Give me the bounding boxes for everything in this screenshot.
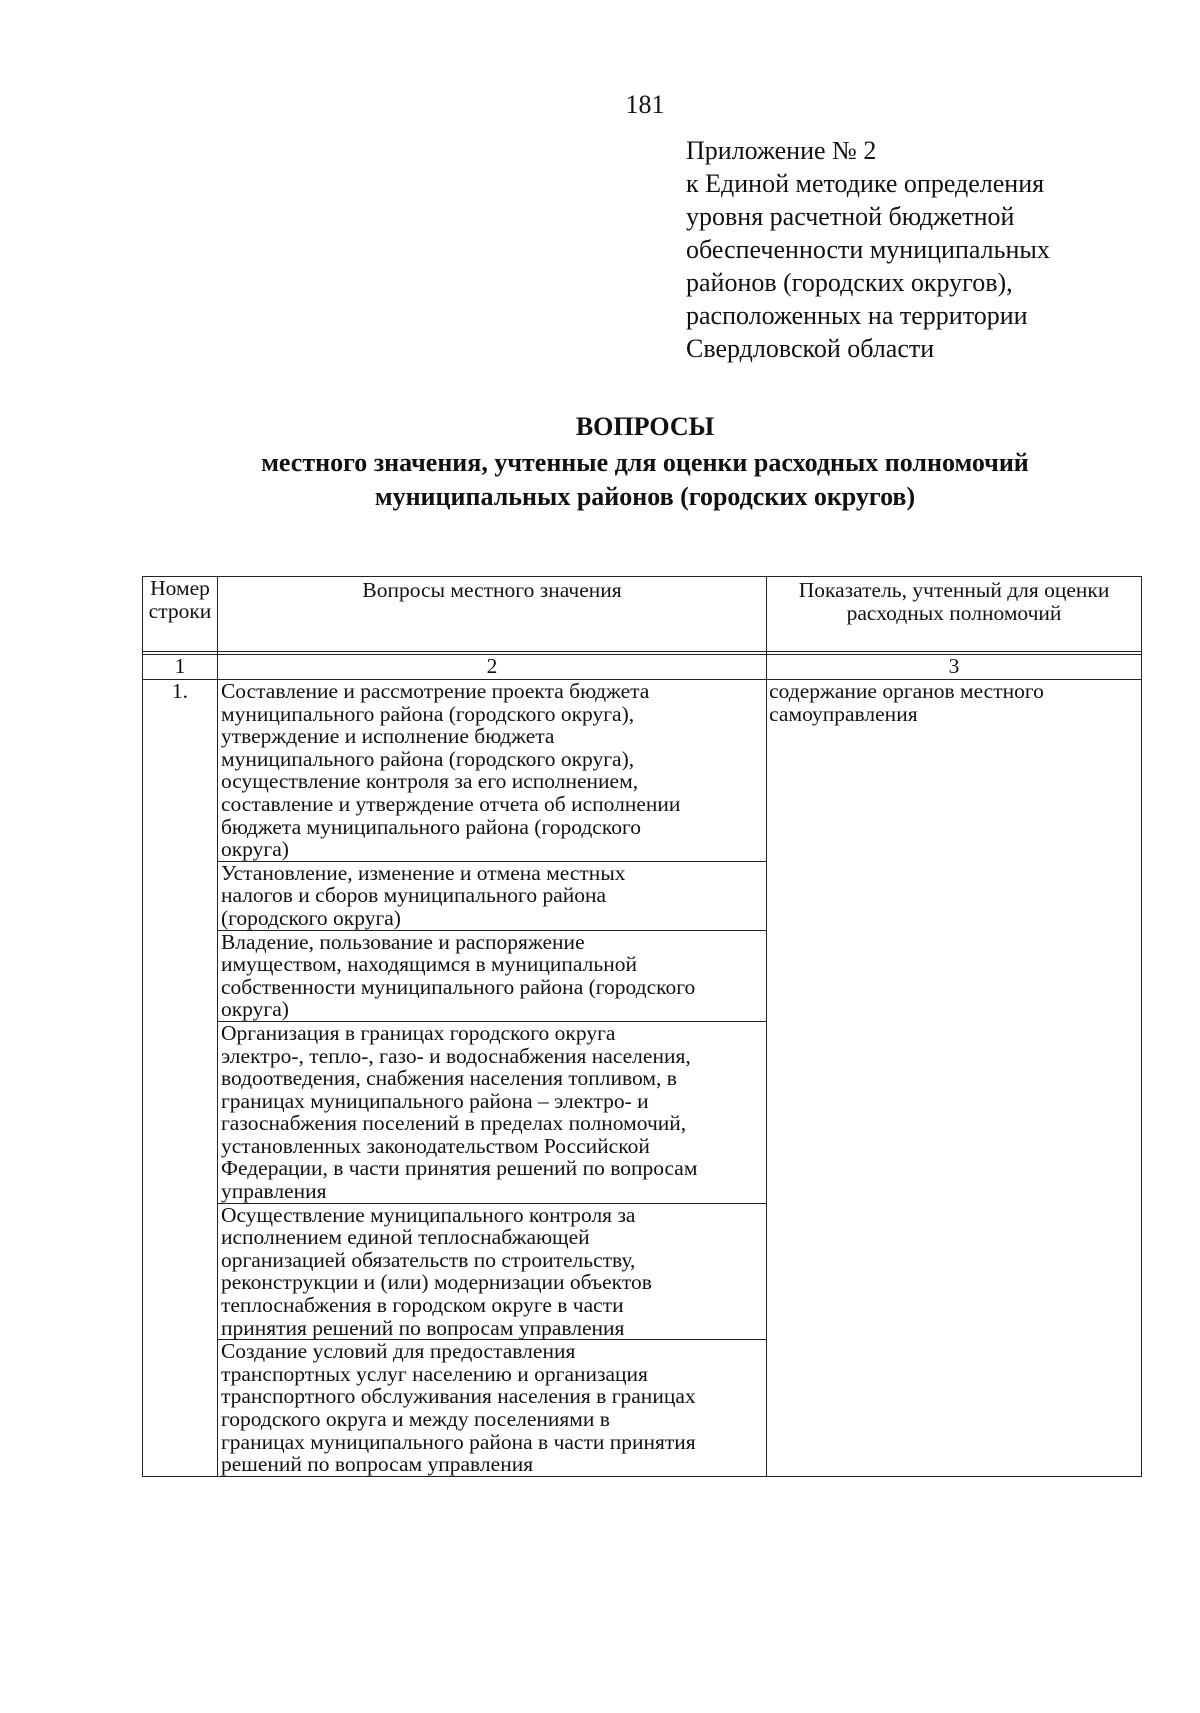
question-line: транспортных услуг населению и организация [220, 1361, 648, 1386]
question-line: водоотведения, снабжения населения топливом, в [220, 1066, 677, 1091]
question-line: Установление, изменение и отмена местных [220, 860, 626, 885]
row-number: 1. [143, 680, 218, 1477]
question-line: округа) [220, 837, 289, 862]
question-line: налогов и сборов муниципального района [220, 883, 607, 908]
question-line: бюджета муниципального района (городского [220, 814, 641, 839]
question-line: решений по вопросам управления [220, 1452, 534, 1477]
question-line: составление и утверждение отчета об исполнении [220, 791, 681, 816]
question-line: границах муниципального района в части принятия [220, 1429, 696, 1454]
question-line: имуществом, находящимся в муниципальной [220, 952, 637, 977]
column-number-row [143, 655, 1142, 680]
subtitle-line: местного значения, учтенные для оценки расходных полномочий [261, 448, 1029, 477]
questions-table [142, 576, 1142, 1477]
appendix-line: к Единой методике определения [686, 169, 1045, 198]
question-line: муниципального района (городского округа), [220, 746, 635, 771]
question-cell [217, 1021, 766, 1203]
question-line: управления [220, 1179, 327, 1204]
column-number: 1 [143, 655, 218, 680]
appendix-line: уровня расчетной бюджетной [686, 202, 1015, 231]
page-number: 181 [625, 90, 665, 119]
header-text: Показатель, учтенный для оценки [798, 578, 1110, 602]
question-line: городского округа и между поселениями в [220, 1407, 610, 1431]
question-line: исполнением единой теплоснабжающей [220, 1225, 590, 1250]
indicator-line: самоуправления [769, 701, 918, 726]
question-line: (городского округа) [220, 905, 401, 930]
question-line: Организация в границах городского округа [220, 1020, 616, 1045]
indicator-cell [767, 680, 1142, 1477]
question-line: округа) [220, 997, 289, 1022]
question-line: принятия решений по вопросам управления [220, 1315, 625, 1340]
question-cell [217, 1203, 766, 1340]
document-title: ВОПРОСЫ [575, 412, 715, 441]
question-line: собственности муниципального района (городского [220, 974, 696, 999]
question-line: организацией обязательств по строительству, [220, 1247, 636, 1272]
question-line: Создание условий для предоставления [220, 1339, 576, 1364]
question-line: утверждение и исполнение бюджета [220, 724, 555, 749]
question-cell [217, 861, 766, 930]
header-text: расходных полномочий [846, 600, 1062, 625]
table-header-row [143, 577, 1142, 652]
question-line: теплоснабжения в городском округе в части [220, 1293, 624, 1318]
header-text: строки [148, 598, 212, 623]
question-line: границах муниципального района – электро- и [220, 1088, 649, 1113]
indicator-line: содержание органов местного [769, 679, 1044, 703]
question-line: установленных законодательством Российской [220, 1133, 650, 1158]
question-line: транспортного обслуживания населения в границах [220, 1384, 696, 1409]
appendix-line: Приложение № 2 [686, 136, 877, 165]
question-line: Федерации, в части принятия решений по вопросам [220, 1156, 698, 1181]
column-number: 3 [767, 655, 1142, 680]
question-line: электро-, тепло-, газо- и водоснабжения населения, [220, 1043, 691, 1068]
header-questions [217, 577, 766, 652]
subtitle-line: муниципальных районов (городских округов) [374, 482, 916, 511]
question-cell [217, 930, 766, 1021]
question-line: муниципального района (городского округа), [220, 701, 635, 726]
header-text: Вопросы местного значения [362, 578, 622, 602]
header-text: Номер [150, 576, 210, 600]
appendix-line: обеспеченности муниципальных [686, 235, 1050, 264]
header-indicator [767, 577, 1142, 652]
question-line: газоснабжения поселений в пределах полномочий, [220, 1111, 687, 1136]
column-number: 2 [217, 655, 766, 680]
appendix-line: Свердловской области [686, 334, 935, 363]
question-line: Владение, пользование и распоряжение [220, 929, 585, 954]
question-cell [217, 1340, 766, 1477]
question-line: Составление и рассмотрение проекта бюджета [220, 679, 650, 703]
question-line: осуществление контроля за его исполнением, [220, 769, 639, 794]
question-line: реконструкции и (или) модернизации объектов [220, 1270, 652, 1295]
question-cell [217, 680, 766, 862]
question-line: Осуществление муниципального контроля за [220, 1202, 636, 1227]
header-row-number [143, 577, 218, 652]
appendix-line: расположенных на территории [686, 301, 1028, 330]
document-subtitle [180, 446, 1110, 514]
appendix-line: районов (городских округов), [686, 268, 1013, 297]
appendix-note [686, 134, 1126, 365]
table-row [143, 680, 1142, 862]
